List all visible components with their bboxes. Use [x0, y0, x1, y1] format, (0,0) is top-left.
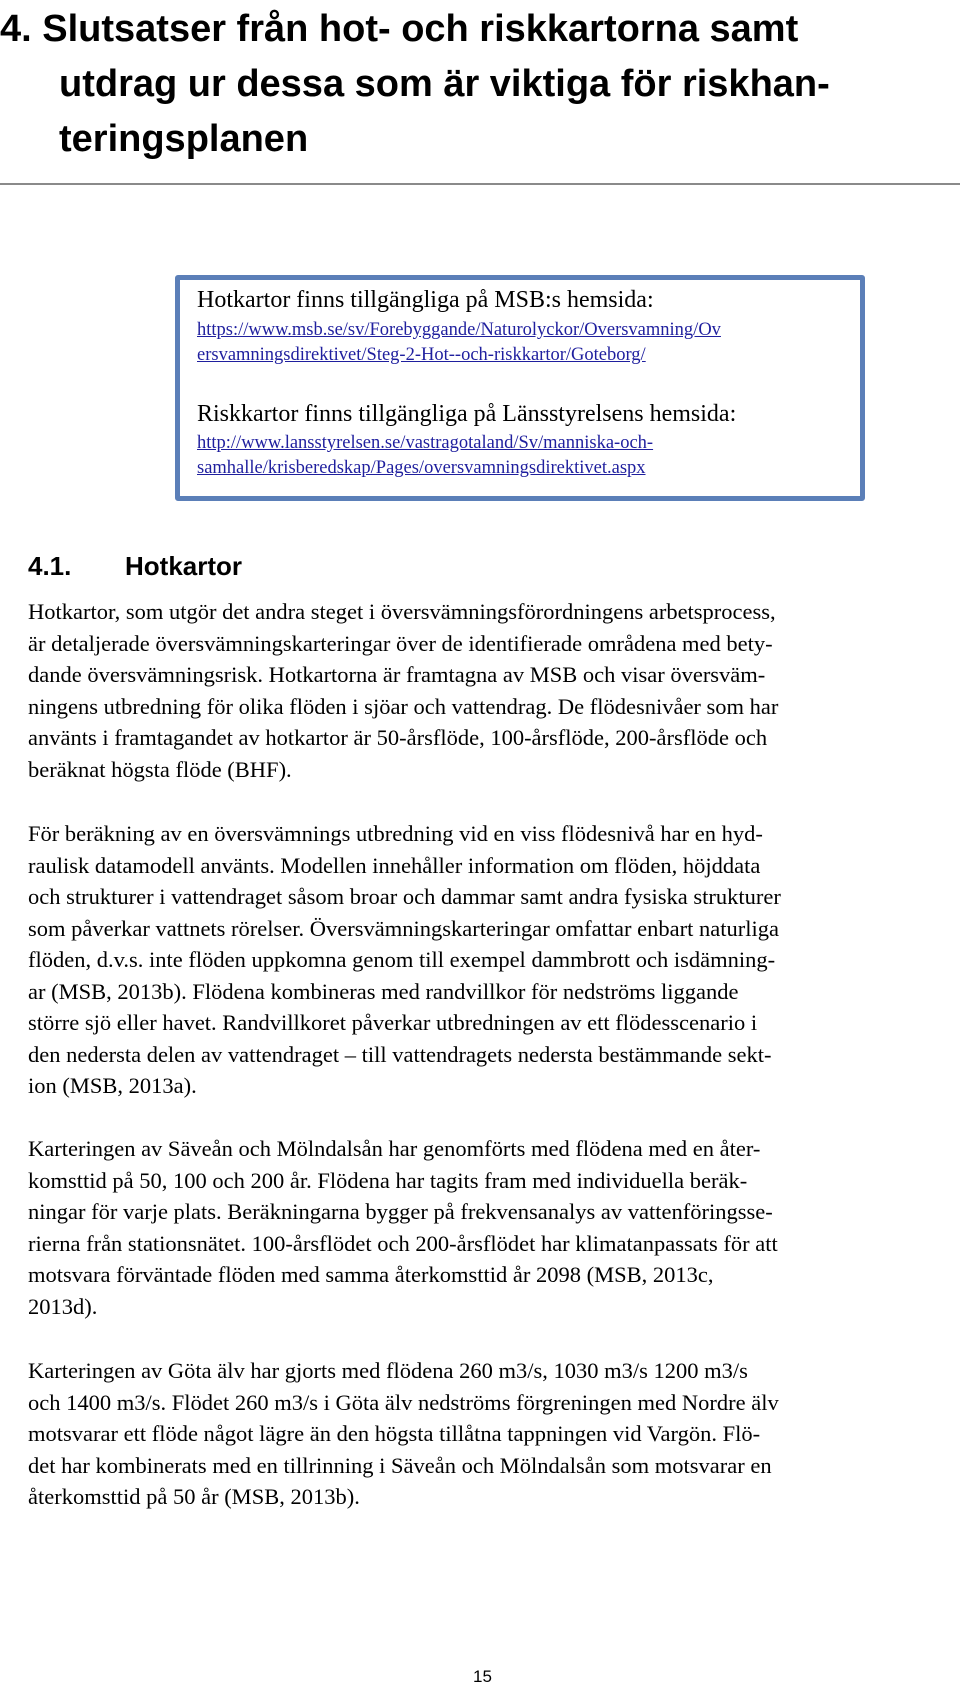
paragraph-line: ningar för varje plats. Beräkningarna bygger på frekvensanalys av vattenföringsse- [28, 1199, 773, 1224]
paragraph [28, 818, 958, 1102]
paragraph-line: använts i framtagandet av hotkartor är 50-årsflöde, 100-årsflöde, 200-årsflöde och [28, 725, 768, 750]
paragraph-line: och strukturer i vattendraget såsom broar och dammar samt andra fysiska strukturer [28, 884, 781, 909]
paragraph [28, 1355, 958, 1513]
section-title: Hotkartor [125, 551, 243, 581]
paragraph-line: motsvarar ett flöde något lägre än den högsta tillåtna tappningen vid Vargön. Flö- [28, 1421, 761, 1446]
paragraph-line: Karteringen av Säveån och Mölndalsån har genomförts med flödena med en åter- [28, 1136, 761, 1161]
paragraph-line: är detaljerade översvämningskarteringar över de identifierade områdena med bety- [28, 630, 773, 656]
chapter-title [0, 2, 940, 167]
paragraph-line: flöden, d.v.s. inte flöden uppkomna genom till exempel dammbrott och isdämning- [28, 947, 776, 972]
paragraph-line: Hotkartor, som utgör det andra steget i översvämningsförordningens arbetsprocess, [28, 599, 776, 624]
chapter-title-line: utdrag ur dessa som är viktiga för riskhan- [59, 63, 830, 105]
chapter-title-line: 4. Slutsatser från hot- och riskkartorna samt [0, 8, 799, 50]
riskkartor-link[interactable]: http://www.lansstyrelsen.se/vastragotaland/Sv/manniska-och- [197, 433, 654, 453]
section-heading [28, 548, 242, 584]
paragraph-line: och 1400 m3/s. Flödet 260 m3/s i Göta älv nedströms förgreningen med Nordre älv [28, 1389, 779, 1415]
paragraph-line: dande översvämningsrisk. Hotkartorna är framtagna av MSB och visar översväm- [28, 662, 766, 687]
paragraph-line: det har kombinerats med en tillrinning i Säveån och Mölndalsån som motsvarar en [28, 1452, 772, 1478]
hotkartor-availability-text: Hotkartor finns tillgängliga på MSB:s hemsida: [197, 287, 654, 313]
riskkartor-link[interactable]: samhalle/krisberedskap/Pages/oversvamningsdirektivet.aspx [197, 458, 646, 478]
paragraph-line: Karteringen av Göta älv har gjorts med flödena 260 m3/s, 1030 m3/s 1200 m3/s [28, 1358, 748, 1383]
paragraph-line: motsvara förväntade flöden med samma återkomsttid år 2098 (MSB, 2013c, [28, 1262, 714, 1287]
paragraph-line: den nedersta delen av vattendraget – till vattendragets nedersta bestämmande sekt- [28, 1041, 772, 1067]
title-divider [0, 183, 960, 185]
page-number: 15 [473, 1667, 492, 1686]
paragraph-line: återkomsttid på 50 år (MSB, 2013b). [28, 1484, 360, 1509]
paragraph-line: komsttid på 50, 100 och 200 år. Flödena har tagits fram med individuella beräk- [28, 1167, 748, 1193]
paragraph-line: rierna från stationsnätet. 100-årsflödet och 200-årsflödet har klimatanpassats för att [28, 1230, 778, 1256]
paragraph-line: ion (MSB, 2013a). [28, 1073, 197, 1098]
paragraph-line: som påverkar vattnets rörelser. Översvämningskarteringar omfattar enbart naturliga [28, 915, 779, 941]
paragraph-line: 2013d). [28, 1293, 98, 1319]
riskkartor-availability-text: Riskkartor finns tillgängliga på Länsstyrelsens hemsida: [197, 401, 737, 427]
paragraph-line: För beräkning av en översvämnings utbredning vid en viss flödesnivå har en hyd- [28, 821, 763, 846]
hotkartor-link[interactable]: ersvamningsdirektivet/Steg-2-Hot--och-riskkartor/Goteborg/ [197, 345, 646, 365]
paragraph-line: beräknat högsta flöde (BHF). [28, 756, 292, 782]
paragraph [28, 1133, 958, 1322]
section-number: 4.1. [28, 551, 72, 581]
chapter-title-line: teringsplanen [59, 118, 309, 160]
hotkartor-link[interactable]: https://www.msb.se/sv/Forebyggande/Naturolyckor/Oversvamning/Ov [197, 320, 721, 340]
paragraph-line: raulisk datamodell använts. Modellen innehåller information om flöden, höjddata [28, 852, 761, 878]
paragraph-line: större sjö eller havet. Randvillkoret påverkar utbredningen av ett flödesscenario i [28, 1010, 758, 1035]
paragraph-line: ningens utbredning för olika flöden i sjöar och vattendrag. De flödesnivåer som har [28, 693, 779, 719]
paragraph-line: ar (MSB, 2013b). Flödena kombineras med randvillkor för nedströms liggande [28, 978, 739, 1004]
paragraph [28, 596, 958, 785]
